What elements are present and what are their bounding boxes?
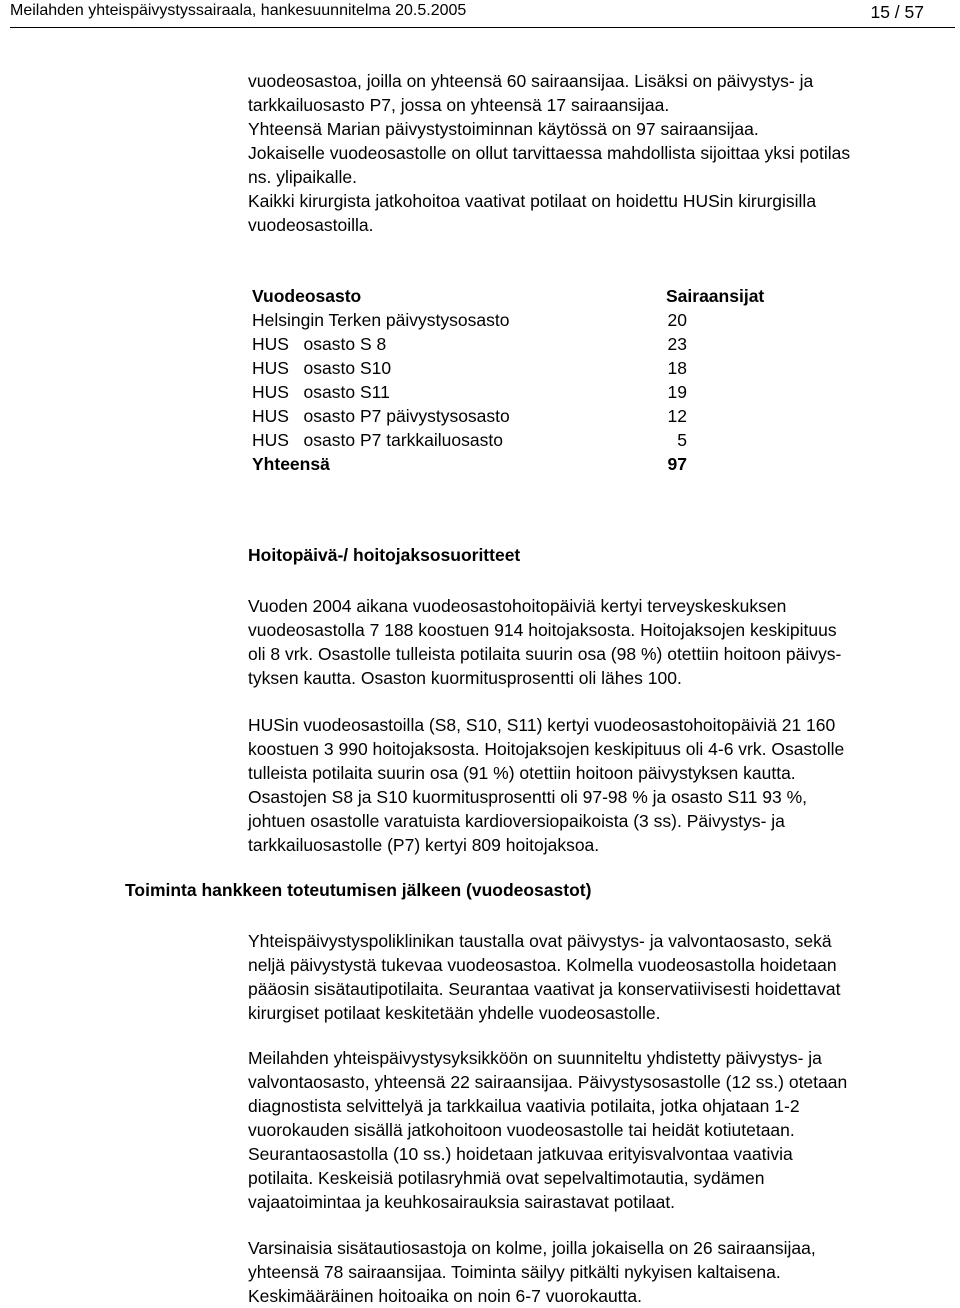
page-header bbox=[10, 0, 924, 24]
text-line: ns. ylipaikalle. bbox=[248, 167, 357, 187]
text-line: vuodeosastoa, joilla on yhteensä 60 sairaansijaa. Lisäksi on päivystys- ja bbox=[248, 71, 814, 91]
text-line: HUSin vuodeosastoilla (S8, S10, S11) kertyi vuodeosastohoitopäiviä 21 160 bbox=[248, 715, 836, 735]
table-row bbox=[252, 380, 792, 404]
ward-name: HUS osasto P7 tarkkailuosasto bbox=[252, 430, 503, 450]
text-line: koostuen 3 990 hoitojaksosta. Hoitojaksojen keskipituus oli 4-6 vrk. Osastolle bbox=[248, 739, 845, 759]
table-row bbox=[252, 356, 792, 380]
text-line: diagnostista selvittelyä ja tarkkailua vaativia potilaita, jotka ohjataan 1-2 bbox=[248, 1096, 800, 1116]
text-line: vuorokauden sisällä jatkohoitoon vuodeosastolle tai heidät kotiutetaan. bbox=[248, 1120, 795, 1140]
text-line: Yhteensä Marian päivystystoiminnan käytössä on 97 sairaansijaa. bbox=[248, 119, 759, 139]
text-line: johtuen osastolle varatuista kardioversiopaikoista (3 ss). Päivystys- ja bbox=[248, 811, 785, 831]
care-days-paragraph-1 bbox=[248, 594, 960, 690]
after-project-paragraph-2 bbox=[248, 1046, 960, 1214]
header-divider bbox=[10, 27, 955, 28]
text-line: tyksen kautta. Osaston kuormitusprosentti oli lähes 100. bbox=[248, 668, 682, 688]
ward-name: Helsingin Terken päivystysosasto bbox=[252, 310, 510, 330]
text-line: Seurantaosastolla (10 ss.) hoidetaan jatkuvaa erityisvalvontaa vaativia bbox=[248, 1144, 793, 1164]
document-title: Meilahden yhteispäivystyssairaala, hankesuunnitelma 20.5.2005 bbox=[10, 2, 467, 19]
table-row bbox=[252, 332, 792, 356]
bed-count: 23 bbox=[667, 334, 687, 354]
ward-name: HUS osasto S10 bbox=[252, 358, 392, 378]
bed-count: 20 bbox=[667, 310, 687, 330]
ward-name: HUS osasto P7 päivystysosasto bbox=[252, 406, 510, 426]
column-header-ward: Vuodeosasto bbox=[252, 286, 362, 306]
text-line: oli 8 vrk. Osastolle tulleista potilaita suurin osa (98 %) otettiin hoitoon päivys- bbox=[248, 644, 842, 664]
table-row bbox=[252, 308, 792, 332]
table-header-row bbox=[252, 284, 792, 308]
text-line: Varsinaisia sisätautiosastoja on kolme, joilla jokaisella on 26 sairaansijaa, bbox=[248, 1238, 816, 1258]
ward-name: HUS osasto S11 bbox=[252, 382, 390, 402]
text-line: tarkkailuosastolle (P7) kertyi 809 hoitojaksoa. bbox=[248, 835, 600, 855]
ward-name: HUS osasto S 8 bbox=[252, 334, 387, 354]
text-line: Kaikki kirurgista jatkohoitoa vaativat potilaat on hoidettu HUSin kirurgisilla bbox=[248, 191, 817, 211]
table-total-row bbox=[252, 452, 792, 476]
bed-count: 5 bbox=[677, 430, 687, 450]
text-line: Jokaiselle vuodeosastolle on ollut tarvittaessa mahdollista sijoittaa yksi potilas bbox=[248, 143, 851, 163]
text-line: kirurgiset potilaat keskitetään yhdelle vuodeosastolle. bbox=[248, 1003, 661, 1023]
text-line: Keskimääräinen hoitoaika on noin 6-7 vuorokautta. bbox=[248, 1286, 642, 1306]
total-label: Yhteensä bbox=[252, 454, 330, 474]
after-project-paragraph-1 bbox=[248, 929, 960, 1025]
text-line: tulleista potilaita suurin osa (91 %) otettiin hoitoon päivystyksen kautta. bbox=[248, 763, 796, 783]
text-line: vajaatoimintaa ja keuhkosairauksia sairastavat potilaat. bbox=[248, 1192, 676, 1212]
section-heading-after-project: Toiminta hankkeen toteutumisen jälkeen (vuodeosastot) bbox=[125, 880, 592, 900]
text-line: Vuoden 2004 aikana vuodeosastohoitopäiviä kertyi terveyskeskuksen bbox=[248, 596, 787, 616]
section-heading-care-days: Hoitopäivä-/ hoitojaksosuoritteet bbox=[248, 545, 521, 565]
text-line: Yhteispäivystyspoliklinikan taustalla ovat päivystys- ja valvontaosasto, sekä bbox=[248, 931, 832, 951]
table-row bbox=[252, 428, 792, 452]
bed-count: 18 bbox=[667, 358, 687, 378]
bed-count: 12 bbox=[667, 406, 687, 426]
column-header-beds: Sairaansijat bbox=[666, 286, 765, 306]
text-line: Meilahden yhteispäivystysyksikköön on suunniteltu yhdistetty päivystys- ja bbox=[248, 1048, 822, 1068]
intro-paragraph bbox=[248, 69, 960, 237]
after-project-paragraph-3 bbox=[248, 1236, 960, 1308]
page-number: 15 / 57 bbox=[870, 2, 924, 22]
text-line: yhteensä 78 sairaansijaa. Toiminta säilyy pitkälti nykyisen kaltaisena. bbox=[248, 1262, 781, 1282]
bed-count-table bbox=[252, 284, 792, 476]
text-line: potilaita. Keskeisiä potilasryhmiä ovat sepelvaltimotautia, sydämen bbox=[248, 1168, 765, 1188]
text-line: neljä päivystystä tukevaa vuodeosastoa. Kolmella vuodeosastolla hoidetaan bbox=[248, 955, 837, 975]
text-line: vuodeosastoilla. bbox=[248, 215, 374, 235]
text-line: valvontaosasto, yhteensä 22 sairaansijaa. Päivystysosastolle (12 ss.) otetaan bbox=[248, 1072, 848, 1092]
text-line: tarkkailuosasto P7, jossa on yhteensä 17 sairaansijaa. bbox=[248, 95, 670, 115]
total-value: 97 bbox=[667, 454, 687, 474]
text-line: pääosin sisätautipotilaita. Seurantaa vaativat ja konservatiivisesti hoidettavat bbox=[248, 979, 841, 999]
text-line: vuodeosastolla 7 188 koostuen 914 hoitojaksosta. Hoitojaksojen keskipituus bbox=[248, 620, 837, 640]
care-days-paragraph-2 bbox=[248, 713, 960, 857]
bed-count: 19 bbox=[667, 382, 687, 402]
text-line: Osastojen S8 ja S10 kuormitusprosentti oli 97-98 % ja osasto S11 93 %, bbox=[248, 787, 808, 807]
table-row bbox=[252, 404, 792, 428]
